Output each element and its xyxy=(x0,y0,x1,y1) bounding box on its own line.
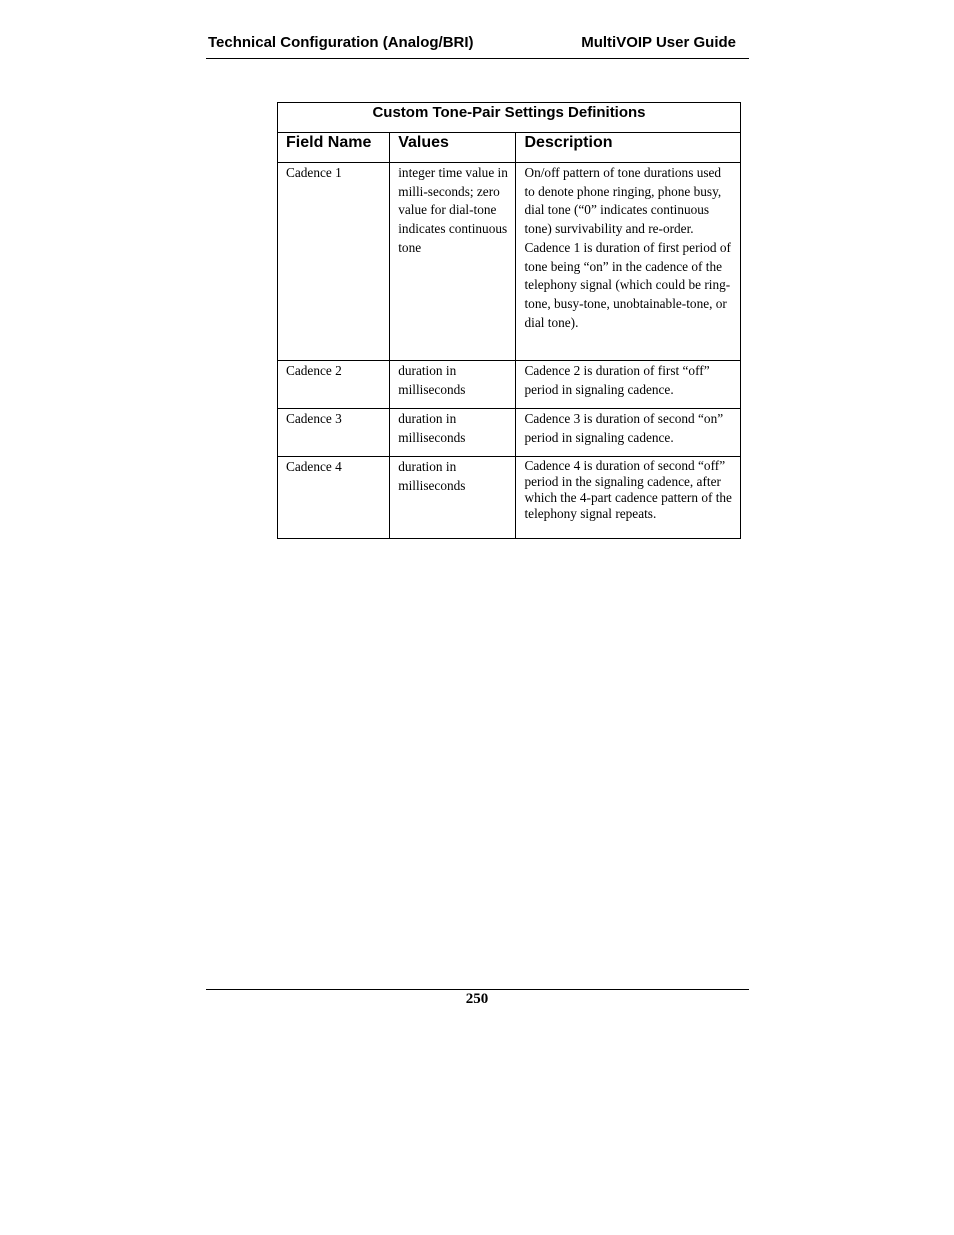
field-name-cell: Cadence 2 xyxy=(278,361,390,409)
column-header-field-name: Field Name xyxy=(278,133,390,163)
values-cell: duration in milliseconds xyxy=(390,361,516,409)
description-cell: Cadence 2 is duration of first “off” period in signaling cadence. xyxy=(516,361,741,409)
description-cell: On/off pattern of tone durations used to denote phone ringing, phone busy, dial tone (“0” indicates continuous tone) survivability and re-order. Cadence 1 is duration of first period of tone being “on” in the cadence of the telephony signal (which could be ring-tone, busy-tone, unobtainable-tone, or dial tone). xyxy=(516,163,741,361)
guide-title: MultiVOIP User Guide xyxy=(581,34,736,51)
column-header-values: Values xyxy=(390,133,516,163)
table-caption-row xyxy=(278,103,741,133)
description-cell: Cadence 3 is duration of second “on” period in signaling cadence. xyxy=(516,409,741,457)
values-cell: integer time value in milli-seconds; zero value for dial-tone indicates continuous tone xyxy=(390,163,516,361)
description-cell: Cadence 4 is duration of second “off” period in the signaling cadence, after which the 4-part cadence pattern of the telephony signal repeats. xyxy=(516,457,741,539)
column-header-description: Description xyxy=(516,133,741,163)
table-row xyxy=(278,457,741,539)
table-row xyxy=(278,163,741,361)
field-name-cell: Cadence 3 xyxy=(278,409,390,457)
table-row xyxy=(278,409,741,457)
section-title: Technical Configuration (Analog/BRI) xyxy=(208,34,474,51)
field-name-cell: Cadence 4 xyxy=(278,457,390,539)
values-cell: duration in milliseconds xyxy=(390,409,516,457)
page-number: 250 xyxy=(465,991,489,1007)
field-name-cell: Cadence 1 xyxy=(278,163,390,361)
footer-rule xyxy=(206,989,749,990)
page-header xyxy=(206,33,749,59)
table-header-row xyxy=(278,133,741,163)
values-cell: duration in milliseconds xyxy=(390,457,516,539)
definitions-table xyxy=(277,102,741,539)
table-row xyxy=(278,361,741,409)
table-caption: Custom Tone-Pair Settings Definitions xyxy=(278,103,741,133)
